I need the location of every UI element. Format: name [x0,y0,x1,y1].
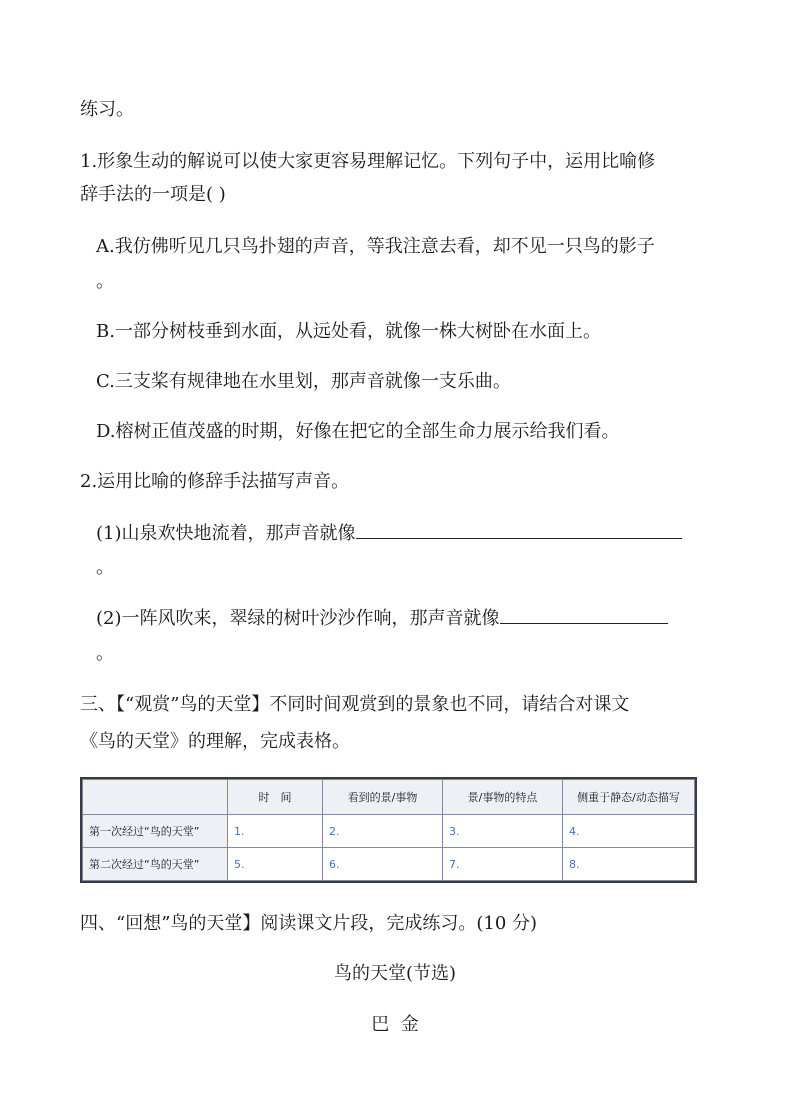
item-1-answer-blank[interactable] [356,520,682,539]
answer-cell[interactable]: 1. [228,815,323,848]
option-a-tail: 。 [96,271,114,292]
answer-cell[interactable]: 6. [323,848,443,881]
item-2-text: (2)一阵风吹来，翠绿的树叶沙沙作响，那声音就像 [96,608,500,629]
table-header-corner [83,780,228,815]
intro-text: 练习。 [80,99,134,120]
answer-cell[interactable]: 2. [323,815,443,848]
passage-title: 鸟的天堂(节选) [333,963,457,984]
table-header-description: 侧重于静态/动态描写 [563,780,695,815]
answer-cell[interactable]: 4. [563,815,695,848]
table-row [83,815,695,848]
table-row [83,848,695,881]
question-2-item-2-tail: 。 [96,643,114,664]
answer-cell[interactable]: 7. [443,848,563,881]
passage-author: 巴 金 [371,1014,419,1035]
section-3-line-2: 《鸟的天堂》的理解，完成表格。 [80,731,350,752]
table-header-row [83,780,695,815]
option-a: A.我仿佛听见几只鸟扑翅的声音，等我注意去看，却不见一只鸟的影子 [96,236,655,257]
answer-cell[interactable]: 8. [563,848,695,881]
row-label: 第一次经过“鸟的天堂” [83,815,228,848]
table-header-scene: 看到的景/事物 [323,780,443,815]
answer-table [80,777,697,883]
table-header-time: 时 间 [228,780,323,815]
section-4-title: 四、“回想”鸟的天堂】阅读课文片段，完成练习。(10 分) [80,913,538,934]
option-b: B.一部分树枝垂到水面，从远处看，就像一株大树卧在水面上。 [96,321,601,342]
row-label: 第二次经过“鸟的天堂” [83,848,228,881]
question-1-line-1: 1.形象生动的解说可以使大家更容易理解记忆。下列句子中，运用比喻修 [80,151,656,172]
answer-cell[interactable]: 3. [443,815,563,848]
question-2-item-1-tail: 。 [96,557,114,578]
question-2-title: 2.运用比喻的修辞手法描写声音。 [80,471,350,492]
table-header-feature: 景/事物的特点 [443,780,563,815]
option-d: D.榕树正值茂盛的时期，好像在把它的全部生命力展示给我们看。 [96,421,620,442]
question-2-item-2 [96,605,668,631]
answer-cell[interactable]: 5. [228,848,323,881]
item-1-text: (1)山泉欢快地流着，那声音就像 [96,523,356,544]
question-1-line-2: 辞手法的一项是( ) [80,184,226,205]
question-2-item-1 [96,520,682,546]
item-2-answer-blank[interactable] [500,605,668,624]
option-c: C.三支桨有规律地在水里划，那声音就像一支乐曲。 [96,371,511,392]
section-3-line-1: 三、【“观赏”鸟的天堂】不同时间观赏到的景象也不同，请结合对课文 [80,694,630,715]
